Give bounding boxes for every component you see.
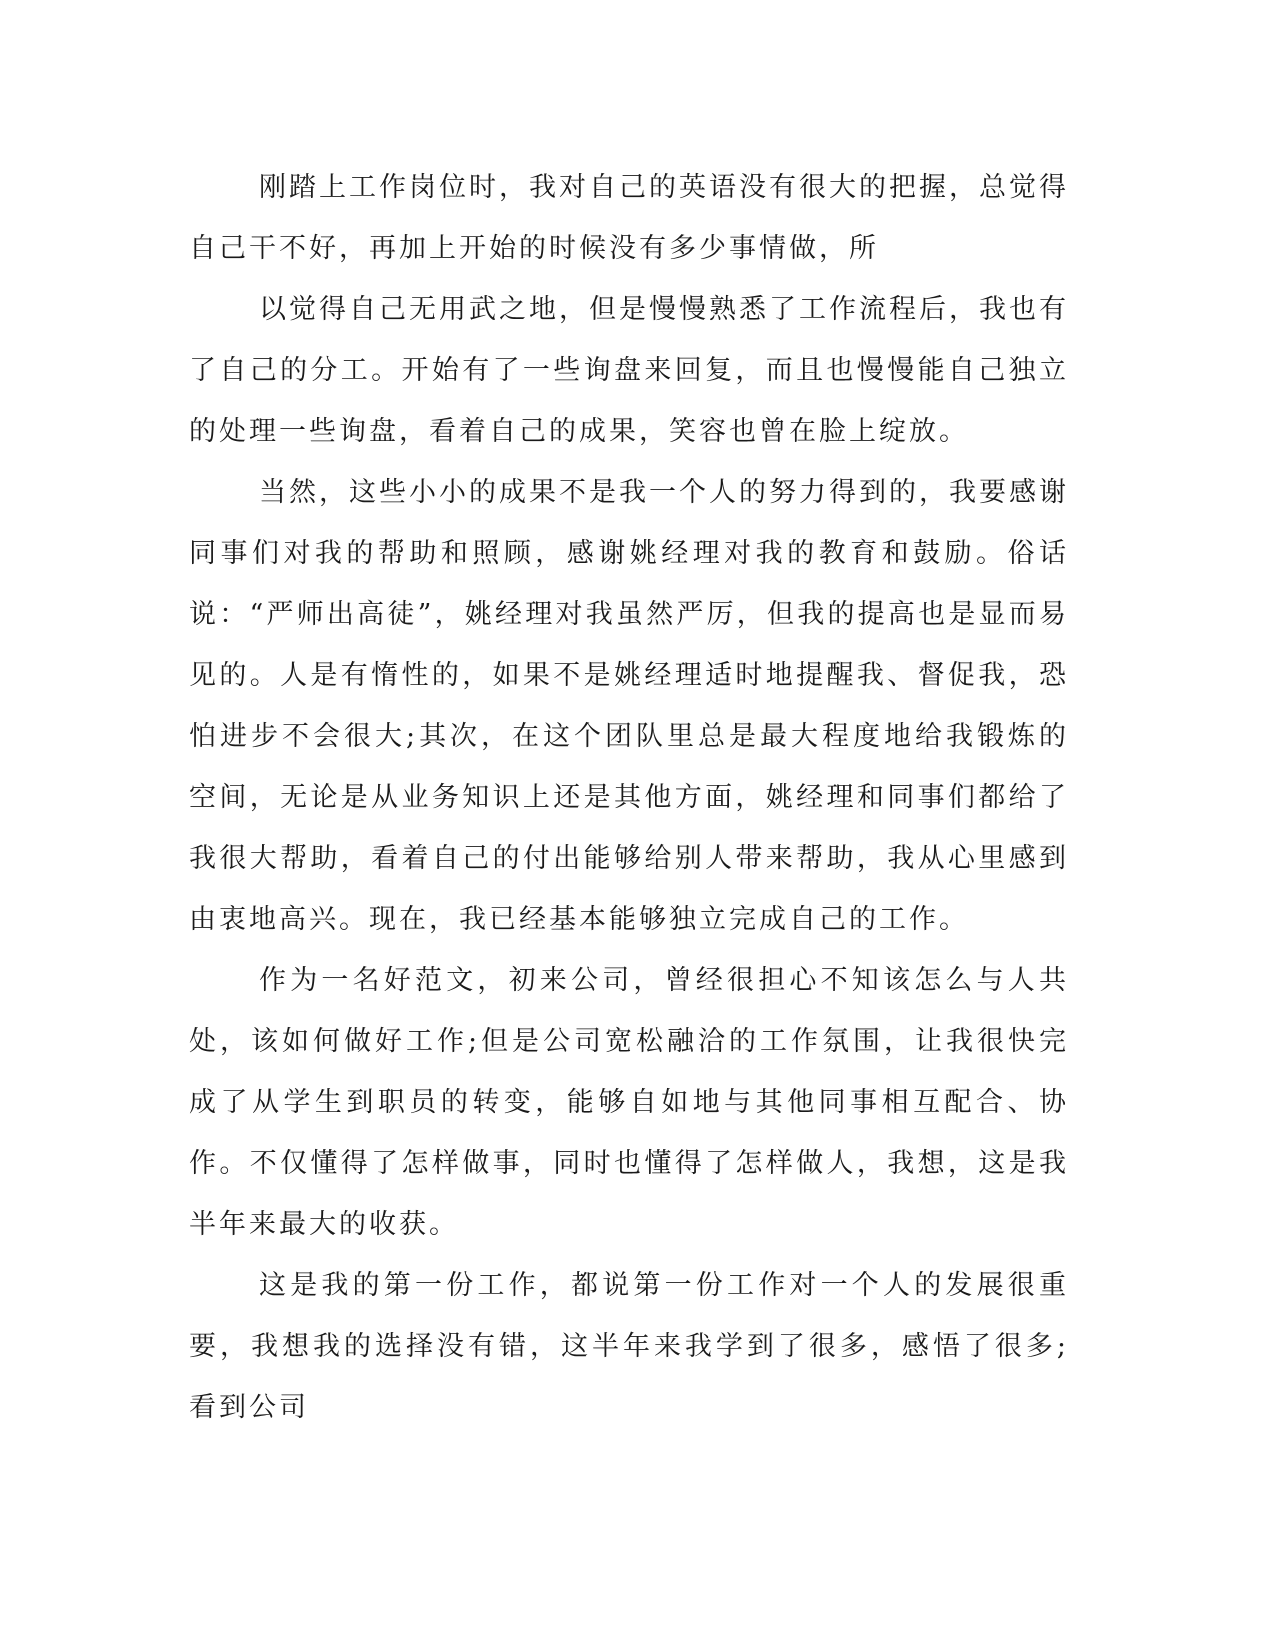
paragraph-2: 以觉得自己无用武之地，但是慢慢熟悉了工作流程后，我也有了自己的分工。开始有了一些询盘来回复，而且也慢慢能自己独立的处理一些询盘，看着自己的成果，笑容也曾在脸上绽放。 — [189, 294, 1069, 447]
paragraph-3: 当然，这些小小的成果不是我一个人的努力得到的，我要感谢同事们对我的帮助和照顾，感谢姚经理对我的教育和鼓励。俗话说：“严师出高徒”，姚经理对我虽然严厉，但我的提高也是显而易见的。人是有惰性的，如果不是姚经理适时地提醒我、督促我，恐怕进步不会很大;其次，在这个团队里总是最大程度地给我锻炼的空间，无论是从业务知识上还是其他方面，姚经理和同事们都给了我很大帮助，看着自己的付出能够给别人带来帮助，我从心里感到由衷地高兴。现在，我已经基本能够独立完成自己的工作。 — [189, 477, 1069, 935]
paragraph-5: 这是我的第一份工作，都说第一份工作对一个人的发展很重要，我想我的选择没有错，这半年来我学到了很多，感悟了很多;看到公司 — [189, 1270, 1069, 1423]
body-text — [189, 157, 1069, 1438]
paragraph-1: 刚踏上工作岗位时，我对自己的英语没有很大的把握，总觉得自己干不好，再加上开始的时候没有多少事情做，所 — [189, 172, 1069, 264]
paragraph-4: 作为一名好范文，初来公司，曾经很担心不知该怎么与人共处，该如何做好工作;但是公司宽松融洽的工作氛围，让我很快完成了从学生到职员的转变，能够自如地与其他同事相互配合、协作。不仅懂得了怎样做事，同时也懂得了怎样做人，我想，这是我半年来最大的收获。 — [189, 965, 1069, 1240]
